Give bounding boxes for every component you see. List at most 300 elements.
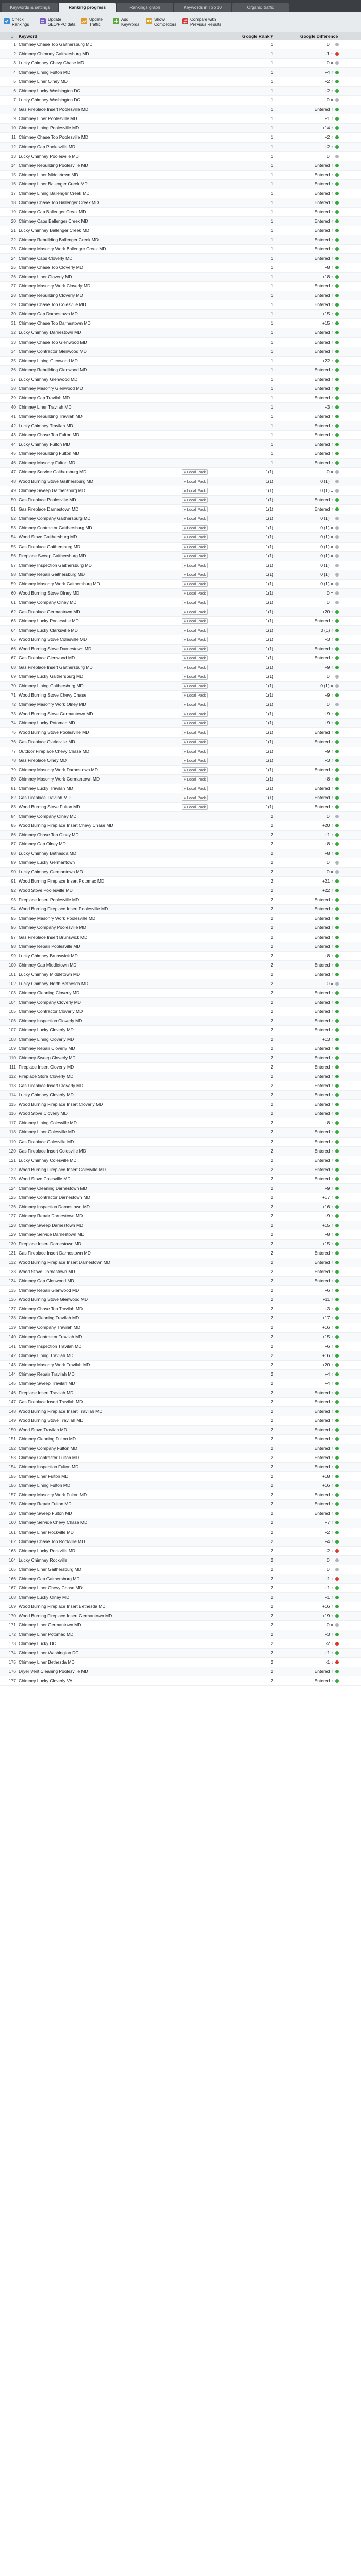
local-pack-label: Local Pack xyxy=(187,730,206,735)
tab-keywords-settings[interactable]: Keywords & settings xyxy=(2,3,58,12)
table-row[interactable] xyxy=(0,375,361,384)
table-row[interactable] xyxy=(0,357,361,366)
local-pack-cell xyxy=(182,563,218,568)
google-rank-cell: 1(1) xyxy=(265,702,273,707)
keyword-cell: Lucky Chimney Glenwood MD xyxy=(19,376,78,382)
table-row[interactable] xyxy=(0,635,361,645)
google-difference-cell: +17 ↑ xyxy=(322,1194,333,1200)
table-row[interactable] xyxy=(0,300,361,310)
table-row[interactable] xyxy=(0,998,361,1007)
table-row[interactable] xyxy=(0,189,361,198)
row-number: 60 xyxy=(11,590,16,596)
table-row[interactable] xyxy=(0,1212,361,1221)
table-row[interactable] xyxy=(0,1333,361,1342)
table-row[interactable] xyxy=(0,114,361,124)
table-row[interactable] xyxy=(0,59,361,68)
table-row[interactable] xyxy=(0,394,361,403)
table-row[interactable] xyxy=(0,328,361,337)
table-row[interactable] xyxy=(0,812,361,821)
column-google-rank[interactable]: Google Rank ▾ xyxy=(242,33,273,39)
google-rank-cell: 2 xyxy=(271,1455,273,1461)
table-row[interactable] xyxy=(0,1295,361,1304)
table-row[interactable] xyxy=(0,1444,361,1453)
compare-previous-button[interactable] xyxy=(182,15,231,29)
keyword-cell: Fireplace Store Cloverly MD xyxy=(19,1074,74,1079)
table-row[interactable] xyxy=(0,1007,361,1016)
local-pack-label: Local Pack xyxy=(187,674,206,680)
table-row[interactable] xyxy=(0,431,361,440)
row-number: 104 xyxy=(8,999,16,1005)
table-row[interactable] xyxy=(0,338,361,347)
row-number: 76 xyxy=(11,739,16,744)
table-row[interactable] xyxy=(0,747,361,756)
table-row[interactable] xyxy=(0,580,361,589)
table-row[interactable] xyxy=(0,543,361,552)
trend-dot-icon xyxy=(335,1651,339,1655)
table-row[interactable] xyxy=(0,1472,361,1481)
table-row[interactable] xyxy=(0,1035,361,1044)
update-traffic-button[interactable] xyxy=(80,15,110,29)
table-row[interactable] xyxy=(0,1490,361,1500)
table-row[interactable] xyxy=(0,1230,361,1240)
table-row[interactable] xyxy=(0,1565,361,1574)
table-row[interactable] xyxy=(0,1342,361,1351)
table-row[interactable] xyxy=(0,403,361,412)
table-row[interactable] xyxy=(0,775,361,784)
table-row[interactable] xyxy=(0,1054,361,1063)
row-number: 150 xyxy=(8,1427,16,1432)
local-pack-label: Local Pack xyxy=(187,553,206,558)
local-pack-cell xyxy=(182,525,218,531)
row-number: 33 xyxy=(11,339,16,345)
table-row[interactable] xyxy=(0,672,361,682)
google-difference-cell: Entered ↑ xyxy=(314,1074,333,1079)
local-pack-badge xyxy=(182,702,208,707)
table-row[interactable] xyxy=(0,738,361,747)
table-row[interactable] xyxy=(0,1091,361,1100)
trend-dot-icon xyxy=(335,684,339,688)
table-row[interactable] xyxy=(0,505,361,514)
google-rank-cell: 2 xyxy=(271,1427,273,1432)
check-rankings-button[interactable] xyxy=(3,15,37,29)
table-row[interactable] xyxy=(0,1202,361,1212)
table-row[interactable] xyxy=(0,1361,361,1370)
google-difference-cell: Entered ↑ xyxy=(314,181,333,187)
table-row[interactable] xyxy=(0,124,361,133)
table-row[interactable] xyxy=(0,709,361,719)
google-rank-cell: 2 xyxy=(271,1417,273,1423)
table-row[interactable] xyxy=(0,691,361,700)
table-row[interactable] xyxy=(0,803,361,812)
table-row[interactable] xyxy=(0,440,361,449)
table-row[interactable] xyxy=(0,347,361,357)
table-row[interactable] xyxy=(0,143,361,152)
google-rank-cell: 2 xyxy=(271,1176,273,1181)
table-row[interactable] xyxy=(0,1351,361,1361)
table-row[interactable] xyxy=(0,1621,361,1630)
local-pack-cell xyxy=(182,730,218,735)
table-row[interactable] xyxy=(0,514,361,523)
table-row[interactable] xyxy=(0,654,361,663)
google-rank-cell: 1(1) xyxy=(265,720,273,726)
table-row[interactable] xyxy=(0,682,361,691)
table-row[interactable] xyxy=(0,1118,361,1128)
local-pack-badge xyxy=(182,563,208,568)
table-row[interactable] xyxy=(0,1481,361,1490)
column-keyword[interactable]: Keyword xyxy=(19,33,37,39)
google-difference-cell: Entered ↑ xyxy=(314,302,333,308)
table-row[interactable] xyxy=(0,849,361,858)
show-competitors-button[interactable] xyxy=(145,15,179,29)
trend-dot-icon xyxy=(335,331,339,334)
row-number: 66 xyxy=(11,646,16,652)
table-row[interactable] xyxy=(0,68,361,77)
table-row[interactable] xyxy=(0,263,361,273)
google-rank-cell: 2 xyxy=(271,860,273,866)
tab-organic-traffic[interactable]: Organic traffic xyxy=(232,3,289,12)
row-number: 92 xyxy=(11,888,16,893)
table-row[interactable] xyxy=(0,1676,361,1686)
table-row[interactable] xyxy=(0,570,361,580)
map-pin-icon: ● xyxy=(184,600,186,605)
row-number: 137 xyxy=(8,1306,16,1312)
table-row[interactable] xyxy=(0,254,361,263)
table-row[interactable] xyxy=(0,1184,361,1193)
local-pack-badge xyxy=(182,525,208,531)
row-number: 96 xyxy=(11,925,16,930)
trend-dot-icon xyxy=(335,1326,339,1329)
google-difference-cell: Entered ↑ xyxy=(314,1092,333,1098)
tab-keywords-top10[interactable]: Keywords in Top 10 xyxy=(174,3,231,12)
table-row[interactable] xyxy=(0,87,361,96)
google-difference-cell: Entered ↑ xyxy=(314,107,333,112)
keyword-cell: Chimney Company Gaithersburg MD xyxy=(19,516,91,521)
keyword-cell: Chimney Chase Top Darnestown MD xyxy=(19,320,91,326)
table-row[interactable] xyxy=(0,1518,361,1528)
table-row[interactable] xyxy=(0,1547,361,1556)
table-row[interactable] xyxy=(0,171,361,180)
table-row[interactable] xyxy=(0,1072,361,1081)
table-row[interactable] xyxy=(0,589,361,598)
google-difference-cell: 0 = xyxy=(326,980,333,986)
table-row[interactable] xyxy=(0,933,361,942)
table-row[interactable] xyxy=(0,49,361,59)
google-rank-cell: 1 xyxy=(271,153,273,159)
table-row[interactable] xyxy=(0,1556,361,1565)
table-row[interactable] xyxy=(0,942,361,952)
google-difference-cell: Entered ↑ xyxy=(314,1018,333,1023)
table-row[interactable] xyxy=(0,1193,361,1202)
table-row[interactable] xyxy=(0,1286,361,1295)
google-difference-cell: +14 ↑ xyxy=(322,125,333,131)
local-pack-badge xyxy=(182,646,208,652)
table-row[interactable] xyxy=(0,291,361,300)
table-row[interactable] xyxy=(0,914,361,923)
table-row[interactable] xyxy=(0,1667,361,1676)
table-row[interactable] xyxy=(0,1240,361,1249)
table-row[interactable] xyxy=(0,1398,361,1407)
table-row[interactable] xyxy=(0,1500,361,1509)
table-row[interactable] xyxy=(0,1509,361,1518)
local-pack-badge xyxy=(182,534,208,540)
map-pin-icon: ● xyxy=(184,702,186,707)
table-row[interactable] xyxy=(0,886,361,895)
google-difference-cell: +3 ↑ xyxy=(324,757,333,763)
local-pack-cell xyxy=(182,479,218,484)
table-row[interactable] xyxy=(0,1258,361,1267)
table-row[interactable] xyxy=(0,1128,361,1137)
column-google-difference[interactable]: Google Difference xyxy=(300,33,338,39)
table-row[interactable] xyxy=(0,412,361,421)
update-seo-button[interactable] xyxy=(39,15,78,29)
google-rank-cell: 1(1) xyxy=(265,730,273,735)
keyword-cell: Fireplace Insert Darnestown MD xyxy=(19,1241,81,1247)
table-row[interactable] xyxy=(0,700,361,709)
keyword-cell: Chimney Caps Cloverly MD xyxy=(19,256,73,261)
column-number[interactable]: # xyxy=(11,33,14,39)
local-pack-label: Local Pack xyxy=(187,702,206,707)
row-number: 10 xyxy=(11,125,16,131)
table-row[interactable] xyxy=(0,133,361,142)
table-row[interactable] xyxy=(0,235,361,245)
table-row[interactable] xyxy=(0,617,361,626)
table-row[interactable] xyxy=(0,1304,361,1314)
google-difference-cell: Entered ↑ xyxy=(314,339,333,345)
table-row[interactable] xyxy=(0,468,361,477)
table-row[interactable] xyxy=(0,533,361,542)
table-row[interactable] xyxy=(0,1612,361,1621)
table-row[interactable] xyxy=(0,1175,361,1184)
table-row[interactable] xyxy=(0,1026,361,1035)
table-row[interactable] xyxy=(0,1277,361,1286)
table-row[interactable] xyxy=(0,310,361,319)
keyword-cell: Chimney Liner Middletown MD xyxy=(19,172,78,177)
table-row[interactable] xyxy=(0,923,361,933)
table-row[interactable] xyxy=(0,961,361,970)
table-row[interactable] xyxy=(0,1463,361,1472)
table-row[interactable] xyxy=(0,161,361,171)
table-row[interactable] xyxy=(0,1156,361,1165)
table-row[interactable] xyxy=(0,245,361,254)
table-row[interactable] xyxy=(0,1063,361,1072)
table-row[interactable] xyxy=(0,366,361,375)
trend-dot-icon xyxy=(335,1214,339,1218)
table-row[interactable] xyxy=(0,1630,361,1639)
local-pack-cell xyxy=(182,553,218,559)
table-row[interactable] xyxy=(0,152,361,161)
keyword-cell: Wood Burning Stove Darnestown MD xyxy=(19,646,92,652)
table-row[interactable] xyxy=(0,1016,361,1026)
keyword-cell: Gas Fireplace Insert Colesville MD xyxy=(19,1148,86,1154)
add-keywords-button[interactable] xyxy=(112,15,143,29)
table-row[interactable] xyxy=(0,1081,361,1091)
table-row[interactable] xyxy=(0,1388,361,1398)
table-row[interactable] xyxy=(0,1453,361,1463)
row-number: 88 xyxy=(11,851,16,856)
keyword-cell: Chimney Liner Colesville MD xyxy=(19,1129,75,1135)
table-row[interactable] xyxy=(0,1584,361,1593)
keyword-cell: Gas Fireplace Poolesville MD xyxy=(19,497,76,503)
table-row[interactable] xyxy=(0,477,361,486)
table-row[interactable] xyxy=(0,793,361,803)
table-row[interactable] xyxy=(0,877,361,886)
table-row[interactable] xyxy=(0,1147,361,1156)
google-rank-cell: 2 xyxy=(271,1037,273,1042)
table-row[interactable] xyxy=(0,840,361,849)
table-row[interactable] xyxy=(0,1138,361,1147)
keyword-cell: Gas Fireplace Insert Travilah MD xyxy=(19,1399,83,1404)
table-row[interactable] xyxy=(0,766,361,775)
trend-dot-icon xyxy=(335,303,339,307)
table-row[interactable] xyxy=(0,756,361,766)
table-row[interactable] xyxy=(0,905,361,914)
row-number: 17 xyxy=(11,190,16,196)
table-row[interactable] xyxy=(0,1100,361,1109)
table-row[interactable] xyxy=(0,217,361,226)
table-row[interactable] xyxy=(0,1602,361,1612)
table-row[interactable] xyxy=(0,1537,361,1547)
table-row[interactable] xyxy=(0,1379,361,1388)
table-row[interactable] xyxy=(0,319,361,328)
table-row[interactable] xyxy=(0,1267,361,1277)
google-difference-cell: +8 ↑ xyxy=(324,1232,333,1237)
trend-dot-icon xyxy=(335,759,339,762)
table-row[interactable] xyxy=(0,1649,361,1658)
table-row[interactable] xyxy=(0,979,361,989)
table-row[interactable] xyxy=(0,784,361,793)
table-row[interactable] xyxy=(0,459,361,468)
table-row[interactable] xyxy=(0,607,361,617)
table-row[interactable] xyxy=(0,895,361,905)
keyword-cell: Chimney Liner Travilah MD xyxy=(19,404,72,410)
trend-dot-icon xyxy=(335,350,339,353)
google-difference-cell: Entered ↑ xyxy=(314,1436,333,1442)
google-difference-cell: 0 = xyxy=(326,469,333,475)
table-row[interactable] xyxy=(0,728,361,737)
table-row[interactable] xyxy=(0,105,361,114)
local-pack-badge xyxy=(182,609,208,615)
keyword-cell: Chimney Contractor Glenwood MD xyxy=(19,348,87,354)
row-number: 31 xyxy=(11,320,16,326)
table-row[interactable] xyxy=(0,384,361,394)
table-row[interactable] xyxy=(0,226,361,235)
local-pack-badge xyxy=(182,749,208,754)
table-row[interactable] xyxy=(0,273,361,282)
table-row[interactable] xyxy=(0,1314,361,1323)
google-difference-cell: Entered ↑ xyxy=(314,1139,333,1144)
keyword-cell: Wood Stove Travilah MD xyxy=(19,1427,67,1432)
table-row[interactable] xyxy=(0,486,361,496)
table-row[interactable] xyxy=(0,1639,361,1649)
table-row[interactable] xyxy=(0,1044,361,1054)
table-row[interactable] xyxy=(0,1109,361,1118)
google-difference-cell: Entered ↑ xyxy=(314,1046,333,1052)
table-row[interactable] xyxy=(0,1407,361,1416)
trend-dot-icon xyxy=(335,1614,339,1618)
table-row[interactable] xyxy=(0,1323,361,1332)
table-row[interactable] xyxy=(0,421,361,431)
table-row[interactable] xyxy=(0,282,361,291)
table-row[interactable] xyxy=(0,598,361,607)
table-row[interactable] xyxy=(0,1574,361,1584)
row-number: 149 xyxy=(8,1417,16,1423)
local-pack-label: Local Pack xyxy=(187,795,206,800)
table-row[interactable] xyxy=(0,1426,361,1435)
tab-ranking-progress[interactable]: Ranking progress xyxy=(59,3,116,12)
local-pack-label: Local Pack xyxy=(187,479,206,484)
table-row[interactable] xyxy=(0,868,361,877)
table-row[interactable] xyxy=(0,663,361,672)
table-row[interactable] xyxy=(0,1249,361,1258)
table-row[interactable] xyxy=(0,208,361,217)
table-row[interactable] xyxy=(0,96,361,105)
table-row[interactable] xyxy=(0,821,361,831)
table-row[interactable] xyxy=(0,1658,361,1667)
table-row[interactable] xyxy=(0,626,361,635)
google-rank-cell: 2 xyxy=(271,1557,273,1563)
table-row[interactable] xyxy=(0,831,361,840)
table-row[interactable] xyxy=(0,552,361,561)
trend-dot-icon xyxy=(335,1419,339,1422)
row-number: 145 xyxy=(8,1380,16,1386)
table-row[interactable] xyxy=(0,645,361,654)
table-row[interactable] xyxy=(0,1370,361,1379)
trend-dot-icon xyxy=(335,1633,339,1636)
table-row[interactable] xyxy=(0,1165,361,1175)
local-pack-cell xyxy=(182,469,218,475)
google-rank-cell: 2 xyxy=(271,1343,273,1349)
local-pack-cell xyxy=(182,572,218,578)
table-row[interactable] xyxy=(0,858,361,868)
google-difference-cell: Entered ↑ xyxy=(314,1055,333,1061)
row-number: 119 xyxy=(9,1139,16,1144)
table-row[interactable] xyxy=(0,40,361,49)
table-row[interactable] xyxy=(0,1435,361,1444)
google-difference-cell: Entered ↑ xyxy=(314,385,333,391)
google-rank-cell: 1(1) xyxy=(265,665,273,670)
keyword-cell: Wood Burning Fireplace Insert Chevy Chase MD xyxy=(19,822,113,828)
map-pin-icon: ● xyxy=(184,804,186,809)
table-row[interactable] xyxy=(0,989,361,998)
trend-dot-icon xyxy=(335,861,339,865)
google-difference-cell: -2 ↓ xyxy=(325,1641,333,1647)
table-row[interactable] xyxy=(0,719,361,728)
table-row[interactable] xyxy=(0,970,361,979)
table-row[interactable] xyxy=(0,449,361,459)
table-row[interactable] xyxy=(0,180,361,189)
keyword-cell: Chimney Repair Fulton MD xyxy=(19,1501,72,1507)
google-difference-cell: -2 ↓ xyxy=(325,1548,333,1553)
table-row[interactable] xyxy=(0,523,361,533)
table-row[interactable] xyxy=(0,198,361,208)
local-pack-cell xyxy=(182,739,218,745)
google-difference-cell: Entered ↑ xyxy=(314,348,333,354)
google-difference-cell: +15 ↑ xyxy=(322,1241,333,1247)
table-row[interactable] xyxy=(0,1593,361,1602)
table-row[interactable] xyxy=(0,561,361,570)
table-row[interactable] xyxy=(0,952,361,961)
local-pack-cell xyxy=(182,609,218,615)
tab-rankings-graph[interactable]: Rankings graph xyxy=(117,3,173,12)
google-difference-cell: +1 ↑ xyxy=(324,116,333,122)
table-row[interactable] xyxy=(0,1416,361,1426)
google-difference-cell: Entered ↑ xyxy=(314,460,333,466)
table-row[interactable] xyxy=(0,496,361,505)
table-row[interactable] xyxy=(0,1221,361,1230)
row-number: 65 xyxy=(11,637,16,642)
table-row[interactable] xyxy=(0,77,361,87)
table-row[interactable] xyxy=(0,1528,361,1537)
